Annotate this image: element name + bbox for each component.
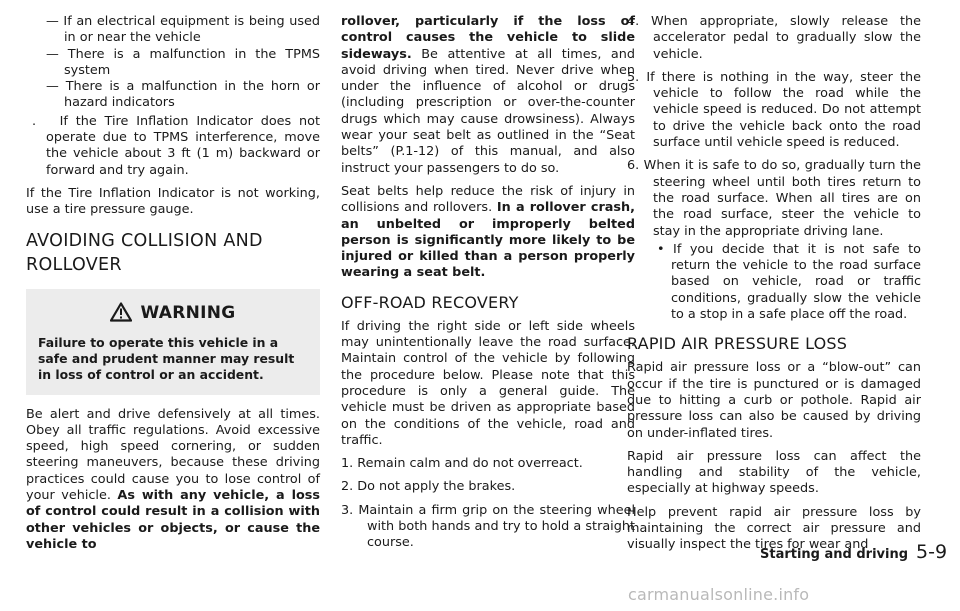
section-heading: RAPID AIR PRESSURE LOSS xyxy=(627,334,848,354)
page-number: 5-9 xyxy=(916,541,948,563)
list-item: 3. Maintain a firm grip on the steering wheel with both hands and try to hold a straight course. xyxy=(341,502,635,551)
list-item: • If you decide that it is not safe to return the vehicle to the road surface based on vehicle, road or traffic conditions, gradually slow the vehicle to a stop in a safe place off the road. xyxy=(657,241,921,323)
paragraph: Help prevent rapid air pressure loss by maintaining the correct air pressure and visually inspect the tires for wear and xyxy=(627,504,921,553)
warning-header: WARNING xyxy=(38,301,308,325)
paragraph: Rapid air pressure loss can affect the handling and stability of the vehicle, especially at highway speeds. xyxy=(627,448,921,497)
paragraph: Rapid air pressure loss or a “blow-out” can occur if the tire is punctured or is damaged due to hitting a curb or pothole. Rapid air pressure loss can also be caused by driving on under-inflated tires. xyxy=(627,360,921,441)
list-item: — There is a malfunction in the TPMS system xyxy=(46,46,320,78)
list-item: 1. Remain calm and do not overreact. xyxy=(341,456,583,472)
middle-column xyxy=(341,14,635,559)
watermark: carmanualsonline.info xyxy=(628,585,810,604)
list-item: — If an electrical equipment is being used in or near the vehicle xyxy=(46,14,320,46)
list-item: — There is a malfunction in the horn or hazard indicators xyxy=(46,79,320,111)
page-footer xyxy=(760,542,947,565)
paragraph: If the Tire Inflation Indicator is not working, use a tire pressure gauge. xyxy=(26,185,320,218)
paragraph: Be alert and drive defensively at all times. Obey all traffic regulations. Avoid excessive speed, high speed cornering, or sudden steering maneuvers, because these driving practices could cause you to lose control of your vehicle. As with any vehicle, a loss of control could result in a collision with other vehicles or objects, or cause the vehicle to xyxy=(26,406,320,552)
section-heading: AVOIDING COLLISION AND ROLLOVER xyxy=(26,230,263,275)
paragraph: rollover, particularly if the loss of control causes the vehicle to slide sideways. Be attentive at all times, and avoid driving when tired. Never drive when under the influence of alcohol or drugs (including prescription or over-the-counter drugs which may cause drowsiness). Always wear your seat belt as outlined in the “Seat belts” (P.1-12) of this manual, and also instruct your passengers to do so. xyxy=(341,14,635,176)
list-item: 2. Do not apply the brakes. xyxy=(341,479,516,495)
warning-text: Failure to operate this vehicle in a safe and prudent manner may result in loss of control or an accident. xyxy=(38,334,295,382)
bullet-dot-icon: . xyxy=(32,113,60,129)
footer-section-title: Starting and driving xyxy=(760,547,909,562)
warning-box xyxy=(26,289,320,395)
list-item: 6. When it is safe to do so, gradually turn the steering wheel until both tires return to the road surface. When all tires are on the road surface, steer the vehicle to stay in the appropriate driving lane. xyxy=(627,158,921,239)
bullet-item: . If the Tire Inflation Indicator does not operate due to TPMS interference, move the vehicle about 3 ft (1 m) backward or forward and try again. xyxy=(32,113,320,178)
left-column xyxy=(26,14,320,560)
right-column xyxy=(627,14,921,561)
section-heading: OFF-ROAD RECOVERY xyxy=(341,292,519,312)
paragraph: If driving the right side or left side wheels may unintentionally leave the road surface. Maintain control of the vehicle by following the procedure below. Please note that this procedure is only a general guide. The vehicle must be driven as appropriate based on the conditions of the vehicle, road and traffic. xyxy=(341,318,635,448)
list-item: 5. If there is nothing in the way, steer the vehicle to follow the road while the vehicle speed is reduced. Do not attempt to drive the vehicle back onto the road surface until vehicle speed is reduced. xyxy=(627,69,921,151)
paragraph: Seat belts help reduce the risk of injury in collisions and rollovers. In a rollover crash, an unbelted or improperly belted person is significantly more likely to be injured or killed than a person properly wearing a seat belt. xyxy=(341,183,635,281)
list-item: 4. When appropriate, slowly release the accelerator pedal to gradually slow the vehicle. xyxy=(627,14,921,62)
warning-triangle-icon xyxy=(110,302,132,322)
